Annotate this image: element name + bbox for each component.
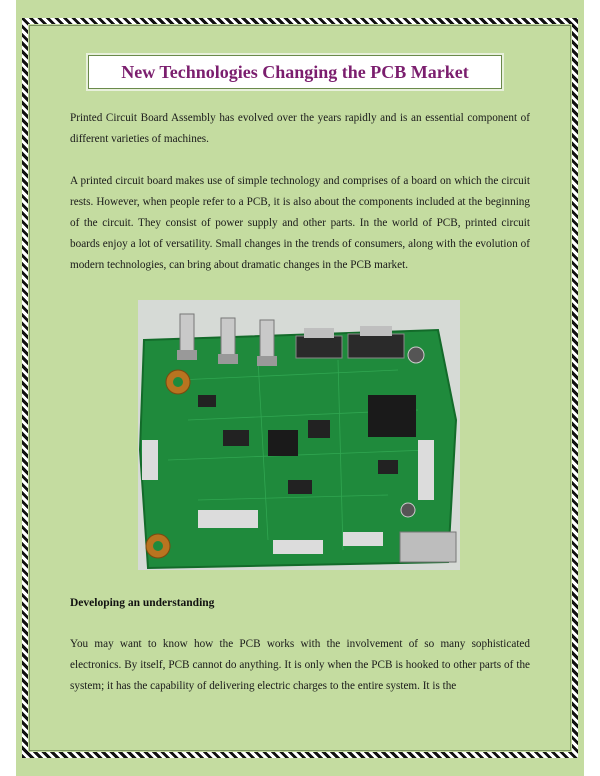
page-title: New Technologies Changing the PCB Market bbox=[121, 61, 469, 82]
body-paragraph: A printed circuit board makes use of simple technology and comprises of a board on which the circuit rests. However, when people refer to a PCB, it is also about the components included at the beginning of the circuit. They consist of power supply and other parts. In the world of PCB, printed circuit boards enjoy a lot of versatility. Small changes in the trends of consumers, along with the evolution of modern technologies, can bring about dramatic changes in the PCB market. bbox=[70, 175, 530, 271]
intro-paragraph: Printed Circuit Board Assembly has evolved over the years rapidly and is an essential component of different varieties of machines. bbox=[70, 112, 530, 145]
title-box bbox=[88, 55, 502, 89]
understanding-paragraph: You may want to know how the PCB works with the involvement of so many sophisticated electronics. By itself, PCB cannot do anything. It is only when the PCB is hooked to other parts of the system; it has the capability of delivering electric charges to the entire system. It is the bbox=[70, 638, 530, 692]
pcb-photo bbox=[138, 300, 460, 570]
section-heading: Developing an understanding bbox=[70, 597, 215, 609]
